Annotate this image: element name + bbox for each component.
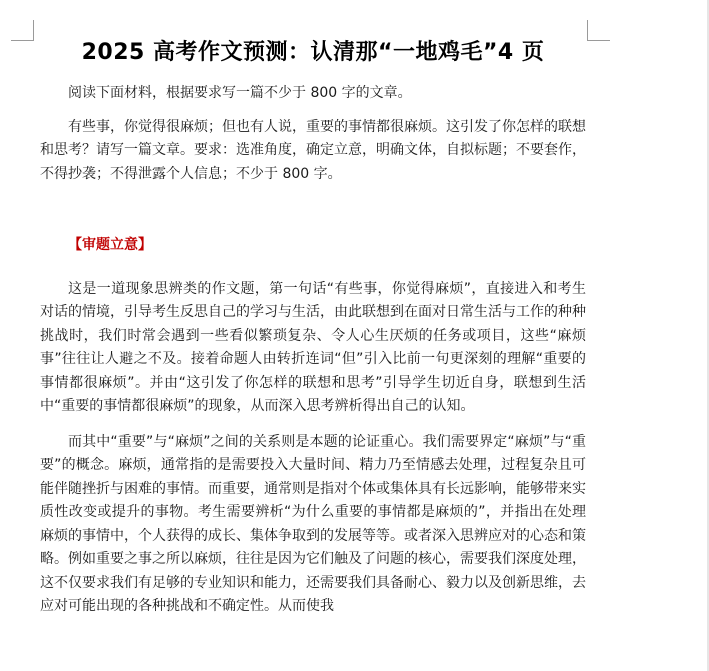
analysis-paragraph-1: 这是一道现象思辨类的作文题，第一句话“有些事，你觉得麻烦”，直接进入和考生对话的情境，引导考生反思自己的学习与生活，由此联想到在面对日常生活与工作的种种挑战时，我们时常会遇到一些看似繁琐复杂、令人心生厌烦的任务或项目，这些“麻烦事”往往让人避之不及。接着命题人由转折连词“但”引入比前一句更深刻的理解“重要的事情都很麻烦”。并由“这引发了你怎样的联想和思考”引导学生切近自身，联想到生活中“重要的事情都很麻烦”的现象，从而深入思考辨析得出自己的认知。: [40, 280, 586, 414]
analysis-paragraph-2: 而其中“重要”与“麻烦”之间的关系则是本题的论证重心。我们需要界定“麻烦”与“重要”的概念。麻烦，通常指的是需要投入大量时间、精力乃至情感去处理，过程复杂且可能伴随挫折与困难的事情。而重要，通常则是指对个体或集体具有长远影响，能够带来实质性改变或提升的事物。考生需要辨析“为什么重要的事情都是麻烦的”，并指出在处理麻烦的事情中，个人获得的成长、集体争取到的发展等等。或者深入思辨应对的心态和策略。例如重要之事之所以麻烦，往往是因为它们触及了问题的核心，需要我们深度处理，这不仅要求我们有足够的专业知识和能力，还需要我们具备耐心、毅力以及创新思维，去应对可能出现的各种挑战和不确定性。从而使我: [40, 433, 586, 614]
document-title: 2025 高考作文预测：认清那“一地鸡毛”4 页: [81, 40, 545, 65]
section-heading: 【审题立意】: [68, 237, 152, 253]
prompt-paragraph: 有些事，你觉得很麻烦；但也有人说，重要的事情都很麻烦。这引发了你怎样的联想和思考？请写一篇文章。要求：选准角度，确定立意，明确文体，自拟标题；不要套作，不得抄袭；不得泄露个人信息；不少于 800 字。: [40, 118, 586, 182]
margin-corner-mark-left: [11, 20, 34, 41]
margin-corner-mark-right: [587, 20, 610, 41]
document-body[interactable]: [40, 36, 586, 619]
intro-paragraph: 阅读下面材料，根据要求写一篇不少于 800 字的文章。: [68, 85, 412, 101]
